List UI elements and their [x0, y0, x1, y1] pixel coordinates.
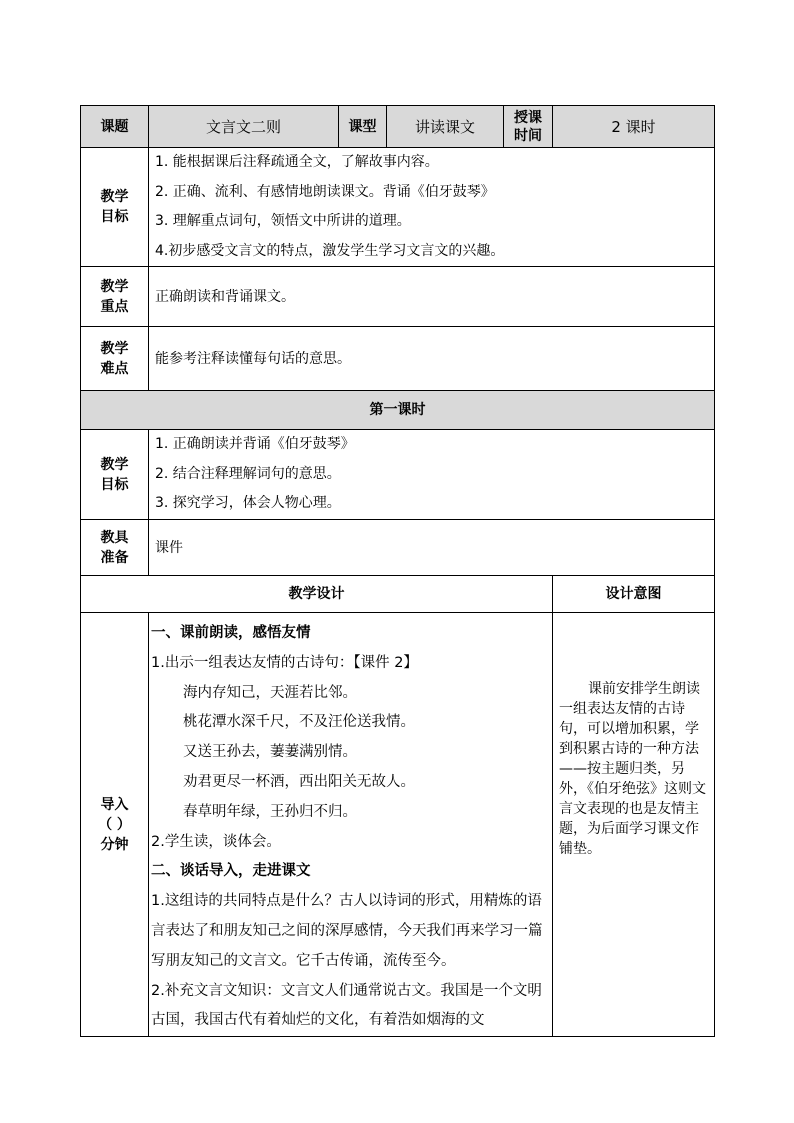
topic-label: 课题	[81, 106, 149, 148]
design-line: 2.学生读，谈体会。	[151, 833, 281, 850]
intro-label: 导入	[100, 796, 129, 813]
difficulties-label-line2: 难点	[100, 360, 129, 377]
poem-line: 海内存知己，天涯若比邻。	[183, 684, 357, 701]
goal-item: 2. 正确、流利、有感情地朗读课文。背诵《伯牙鼓琴》	[155, 183, 495, 200]
design-line: 1.出示一组表达友情的古诗句：【课件 2】	[151, 654, 418, 671]
design-header: 教学设计	[81, 576, 553, 613]
intro-minutes-blank: （ ）	[98, 816, 131, 833]
goal-item: 1. 能根据课后注释疏通全文，了解故事内容。	[155, 154, 439, 170]
time-label-line1: 授课	[514, 109, 542, 126]
tools-label-line2: 准备	[100, 549, 129, 566]
goal-item: 4.初步感受文言文的特点，激发学生学习文言文的兴趣。	[155, 242, 505, 259]
time-label	[504, 106, 553, 148]
lesson-goal-item: 2. 结合注释理解词句的意思。	[155, 465, 341, 482]
key-points-text: 正确朗读和背诵课文。	[149, 267, 715, 327]
intro-minutes-label: 分钟	[100, 836, 129, 853]
key-points-label	[81, 267, 149, 327]
tools-text: 课件	[149, 520, 715, 576]
lesson-goals-label	[81, 430, 149, 520]
lesson-plan-table	[80, 105, 715, 1037]
intro-time-label	[81, 613, 149, 1037]
section-heading: 二、谈话导入，走进课文	[151, 863, 311, 880]
difficulties-label	[81, 327, 149, 391]
lesson-goal-item: 3. 探究学习，体会人物心理。	[155, 495, 341, 512]
goals-label	[81, 148, 149, 267]
difficulties-label-line1: 教学	[100, 340, 129, 357]
goals-list	[149, 148, 715, 267]
type-value: 讲读课文	[387, 106, 504, 148]
lesson-title: 第一课时	[81, 391, 715, 430]
design-intent: 课前安排学生朗读一组表达友情的古诗句，可以增加积累，学到积累古诗的一种方法——按主题归类，另外，《伯牙绝弦》这则文言文表现的也是友情主题，为后面学习课文作铺垫。	[553, 613, 715, 1037]
poem-line: 春草明年绿，王孙归不归。	[183, 803, 357, 820]
goal-item: 3. 理解重点词句，领悟文中所讲的道理。	[155, 213, 411, 229]
difficulties-text: 能参考注释读懂每句话的意思。	[149, 327, 715, 391]
key-points-label-line2: 重点	[100, 298, 129, 315]
key-points-label-line1: 教学	[100, 278, 129, 295]
lesson-goal-item: 1. 正确朗读并背诵《伯牙鼓琴》	[155, 436, 355, 453]
design-paragraph: 2.补充文言文知识：文言文人们通常说古文。我国是一个文明古国，我国古代有着灿烂的文化，有着浩如烟海的文	[151, 982, 542, 1029]
lesson-goals-label-line1: 教学	[100, 456, 129, 473]
goals-label-line1: 教学	[100, 189, 129, 205]
tools-label-line1: 教具	[100, 529, 129, 546]
poem-line: 桃花潭水深千尺，不及汪伦送我情。	[183, 714, 415, 731]
section-heading: 一、课前朗读，感悟友情	[151, 625, 311, 641]
lesson-goals-list	[149, 430, 715, 520]
lesson-goals-label-line2: 目标	[100, 476, 129, 493]
time-value: 2 课时	[553, 106, 715, 148]
design-paragraph: 1.这组诗的共同特点是什么？古人以诗词的形式，用精炼的语言表达了和朋友知己之间的深厚感情，今天我们再来学习一篇写朋友知己的文言文。它千古传诵，流传至今。	[151, 893, 543, 969]
time-label-line2: 时间	[514, 127, 542, 144]
intent-header: 设计意图	[553, 576, 715, 613]
tools-label	[81, 520, 149, 576]
design-content	[149, 613, 553, 1037]
type-label: 课型	[339, 106, 387, 148]
topic-value: 文言文二则	[149, 106, 339, 148]
poem-line: 又送王孙去，萋萋满别情。	[183, 744, 357, 761]
goals-label-line2: 目标	[100, 209, 129, 225]
poem-line: 劝君更尽一杯酒，西出阳关无故人。	[183, 773, 415, 790]
